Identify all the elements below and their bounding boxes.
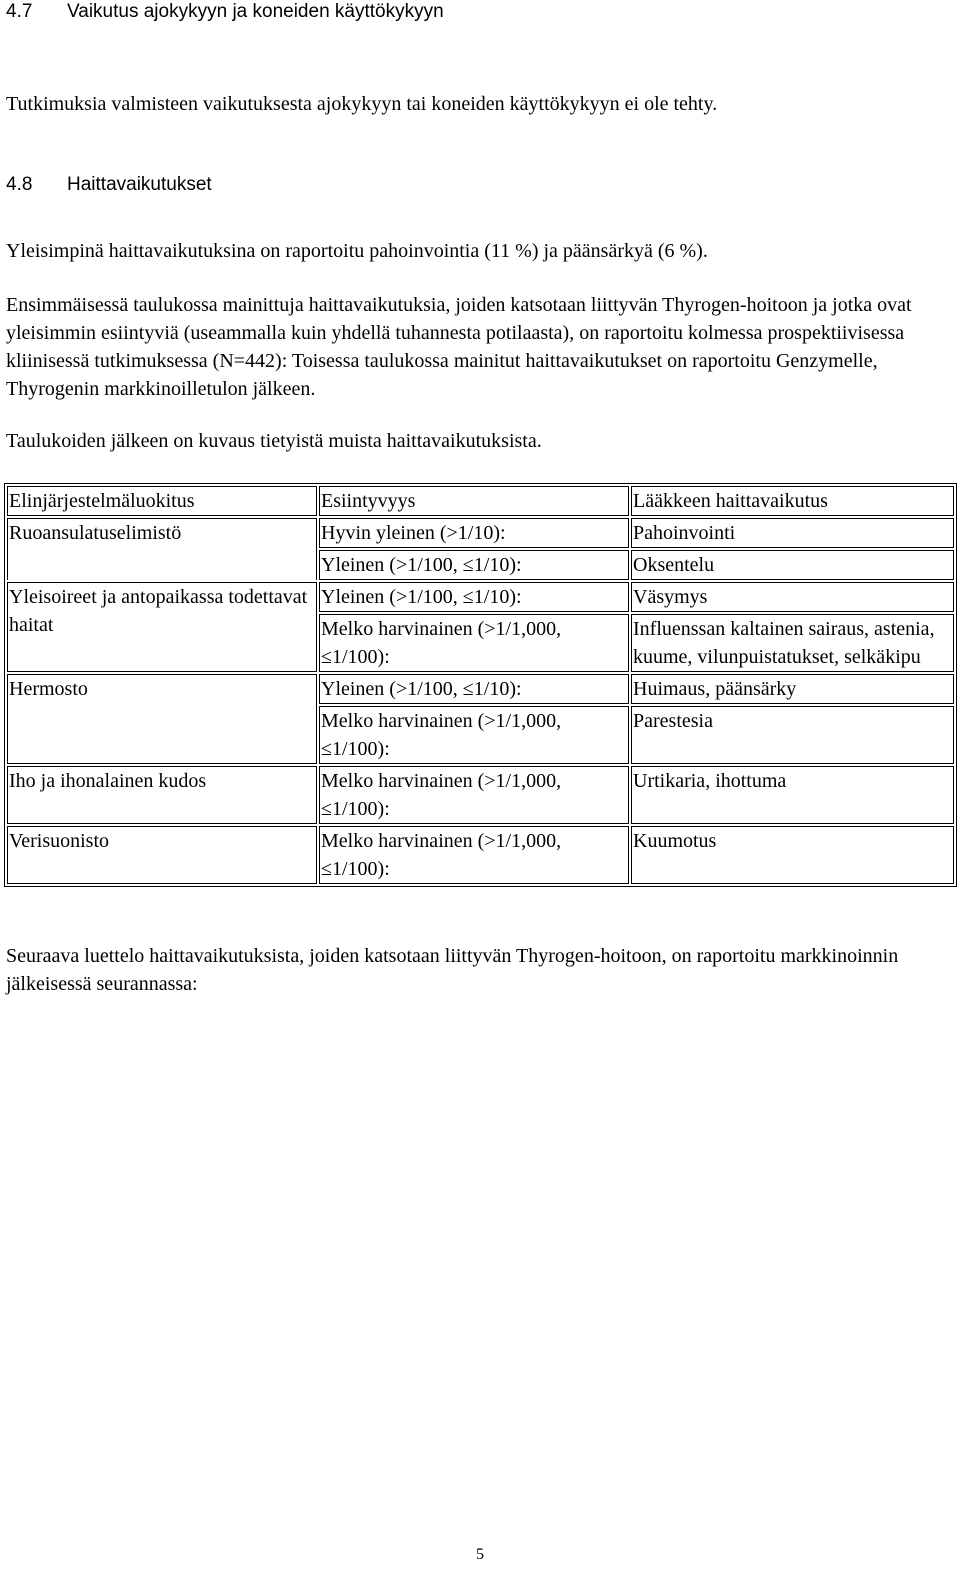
table-row — [7, 766, 954, 824]
section-title: Haittavaikutukset — [67, 174, 212, 195]
table-row — [7, 518, 954, 548]
frequency-cell: Yleinen (>1/100, ≤1/10): — [319, 582, 629, 612]
frequency-cell: Melko harvinainen (>1/1,000, ≤1/100): — [319, 614, 629, 672]
frequency-cell: Melko harvinainen (>1/1,000, ≤1/100): — [319, 766, 629, 824]
organ-cell: Verisuonisto — [7, 826, 317, 884]
effect-cell: Urtikaria, ihottuma — [631, 766, 954, 824]
section-title: Vaikutus ajokykyyn ja koneiden käyttökykyyn — [67, 1, 444, 22]
section-number: 4.8 — [6, 174, 33, 195]
organ-cell: Ruoansulatuselimistö — [7, 518, 317, 580]
page-number: 5 — [476, 1546, 484, 1563]
organ-cell: Yleisoireet ja antopaikassa todettavat haitat — [7, 582, 317, 672]
table-row — [7, 674, 954, 704]
effect-cell: Pahoinvointi — [631, 518, 954, 548]
table-row — [7, 582, 954, 612]
header-adverse-effect: Lääkkeen haittavaikutus — [631, 486, 954, 516]
adverse-effects-paragraph-1: Ensimmäisessä taulukossa mainittuja haittavaikutuksia, joiden katsotaan liittyvän Thyrogen-hoitoon ja jotka ovat yleisimmin esiintyviä (useammalla kuin yhdellä tuhannesta potilaasta), on raportoitu kolmessa prospektiivisessa kliinisessä tutkimuksessa (N=442): Toisessa taulukossa mainitut haittavaikutukset on raportoitu Genzymelle, Thyrogenin markkinoilletulon jälkeen. — [6, 294, 912, 400]
table-row — [7, 826, 954, 884]
section-heading-4-7 — [6, 0, 444, 24]
effect-cell: Parestesia — [631, 706, 954, 764]
frequency-cell: Melko harvinainen (>1/1,000, ≤1/100): — [319, 706, 629, 764]
organ-cell: Iho ja ihonalainen kudos — [7, 766, 317, 824]
driving-ability-text: Tutkimuksia valmisteen vaikutuksesta ajokykyyn tai koneiden käyttökykyyn ei ole tehty. — [6, 93, 718, 115]
organ-cell: Hermosto — [7, 674, 317, 764]
adverse-effects-paragraph-2: Taulukoiden jälkeen on kuvaus tietyistä muista haittavaikutuksista. — [6, 430, 542, 452]
table-header-row — [7, 486, 954, 516]
effect-cell: Huimaus, päänsärky — [631, 674, 954, 704]
frequency-cell: Hyvin yleinen (>1/10): — [319, 518, 629, 548]
adverse-effects-intro: Yleisimpinä haittavaikutuksina on raportoitu pahoinvointia (11 %) ja päänsärkyä (6 %). — [6, 240, 708, 262]
header-organ-class: Elinjärjestelmäluokitus — [7, 486, 317, 516]
effect-cell: Kuumotus — [631, 826, 954, 884]
frequency-cell: Melko harvinainen (>1/1,000, ≤1/100): — [319, 826, 629, 884]
frequency-cell: Yleinen (>1/100, ≤1/10): — [319, 674, 629, 704]
adverse-effects-table — [4, 483, 957, 887]
section-heading-4-8 — [6, 173, 212, 197]
header-frequency: Esiintyvyys — [319, 486, 629, 516]
effect-cell: Oksentelu — [631, 550, 954, 580]
effect-cell: Väsymys — [631, 582, 954, 612]
effect-cell: Influenssan kaltainen sairaus, astenia, kuume, vilunpuistatukset, selkäkipu — [631, 614, 954, 672]
section-number: 4.7 — [6, 1, 33, 22]
frequency-cell: Yleinen (>1/100, ≤1/10): — [319, 550, 629, 580]
post-marketing-paragraph: Seuraava luettelo haittavaikutuksista, joiden katsotaan liittyvän Thyrogen-hoitoon, on raportoitu markkinoinnin jälkeisessä seurannassa: — [6, 945, 899, 995]
